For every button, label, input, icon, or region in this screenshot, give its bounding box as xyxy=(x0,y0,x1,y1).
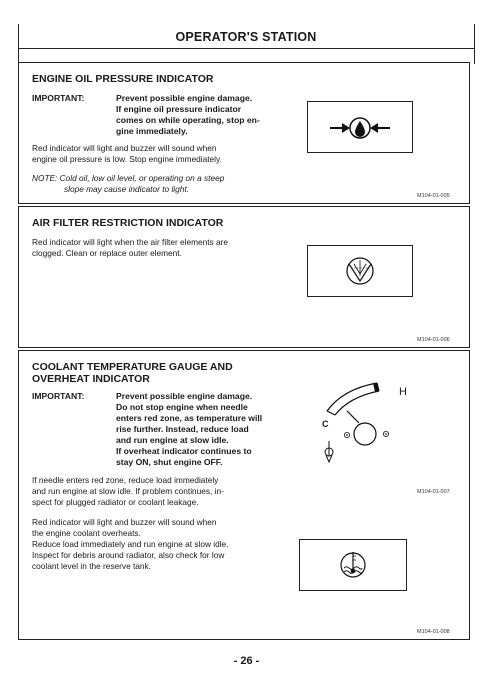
important-line: If overheat indicator continues to xyxy=(116,446,252,456)
page-title: OPERATOR'S STATION xyxy=(175,30,317,44)
oil-pressure-icon xyxy=(308,102,412,152)
body-line: Inspect for debris around radiator, also check for low xyxy=(32,550,225,560)
gauge-c-label: C xyxy=(322,419,329,429)
body-line: engine oil pressure is low. Stop engine immediately. xyxy=(32,154,222,164)
body-text xyxy=(32,475,302,508)
section-title: ENGINE OIL PRESSURE INDICATOR xyxy=(32,73,214,85)
body-line: Red indicator will light and buzzer will sound when xyxy=(32,143,217,153)
oil-pressure-section xyxy=(18,62,470,204)
important-label: IMPORTANT: xyxy=(32,391,85,401)
important-text xyxy=(116,391,262,468)
important-label: IMPORTANT: xyxy=(32,93,85,103)
figure-ref: M104-01-005 xyxy=(417,193,450,199)
coolant-indicator-figure xyxy=(299,539,407,591)
important-line: rise further. Instead, reduce load xyxy=(116,424,249,434)
section-title: AIR FILTER RESTRICTION INDICATOR xyxy=(32,217,224,229)
body-line: spect for plugged radiator or coolant leakage. xyxy=(32,497,199,507)
gauge-h-label: H xyxy=(399,386,407,398)
important-line: Prevent possible engine damage. xyxy=(116,93,253,103)
page-number: - 26 - xyxy=(233,655,260,667)
important-note xyxy=(32,391,312,468)
important-line: stay ON, shut engine OFF. xyxy=(116,457,223,467)
body-text xyxy=(32,143,302,165)
important-line: enters red zone, as temperature will xyxy=(116,413,263,423)
note-text xyxy=(32,173,302,195)
figure-ref: M104-01-006 xyxy=(417,337,450,343)
note-line: NOTE: Cold oil, low oil level, or operating on a steep xyxy=(32,173,225,183)
coolant-temperature-icon xyxy=(300,540,406,590)
figure-ref: M104-01-007 xyxy=(417,489,450,495)
important-line: gine immediately. xyxy=(116,126,188,136)
figure-ref: M104-01-008 xyxy=(417,629,450,635)
header-right-rule xyxy=(474,24,475,64)
important-text xyxy=(116,93,260,137)
oil-pressure-figure xyxy=(307,101,413,153)
air-filter-section xyxy=(18,206,470,348)
important-note xyxy=(32,93,312,137)
body-line: Red indicator will light and buzzer will sound when xyxy=(32,517,217,527)
body-line: If needle enters red zone, reduce load immediately xyxy=(32,475,219,485)
important-line: and run engine at slow idle. xyxy=(116,435,229,445)
body-text xyxy=(32,517,302,572)
section-title-line: COOLANT TEMPERATURE GAUGE AND xyxy=(32,361,233,373)
note-line: slope may cause indicator to light. xyxy=(64,184,189,194)
coolant-section xyxy=(18,350,470,640)
important-line: Prevent possible engine damage. xyxy=(116,391,253,401)
important-line: If engine oil pressure indicator xyxy=(116,104,242,114)
body-line: clogged. Clean or replace outer element. xyxy=(32,248,182,258)
body-line: coolant level in the reserve tank. xyxy=(32,561,151,571)
body-text xyxy=(32,237,302,259)
important-line: Do not stop engine when needle xyxy=(116,402,248,412)
body-line: the engine coolant overheats. xyxy=(32,528,141,538)
header-divider xyxy=(18,48,474,49)
important-line: comes on while operating, stop en- xyxy=(116,115,260,125)
body-line: and run engine at slow idle. If problem continues, in- xyxy=(32,486,224,496)
section-title-line: OVERHEAT INDICATOR xyxy=(32,373,150,385)
air-filter-icon xyxy=(308,246,412,296)
air-filter-figure xyxy=(307,245,413,297)
section-title xyxy=(32,361,233,385)
body-line: Reduce load immediately and run engine at slow idle. xyxy=(32,539,229,549)
body-line: Red indicator will light when the air filter elements are xyxy=(32,237,228,247)
